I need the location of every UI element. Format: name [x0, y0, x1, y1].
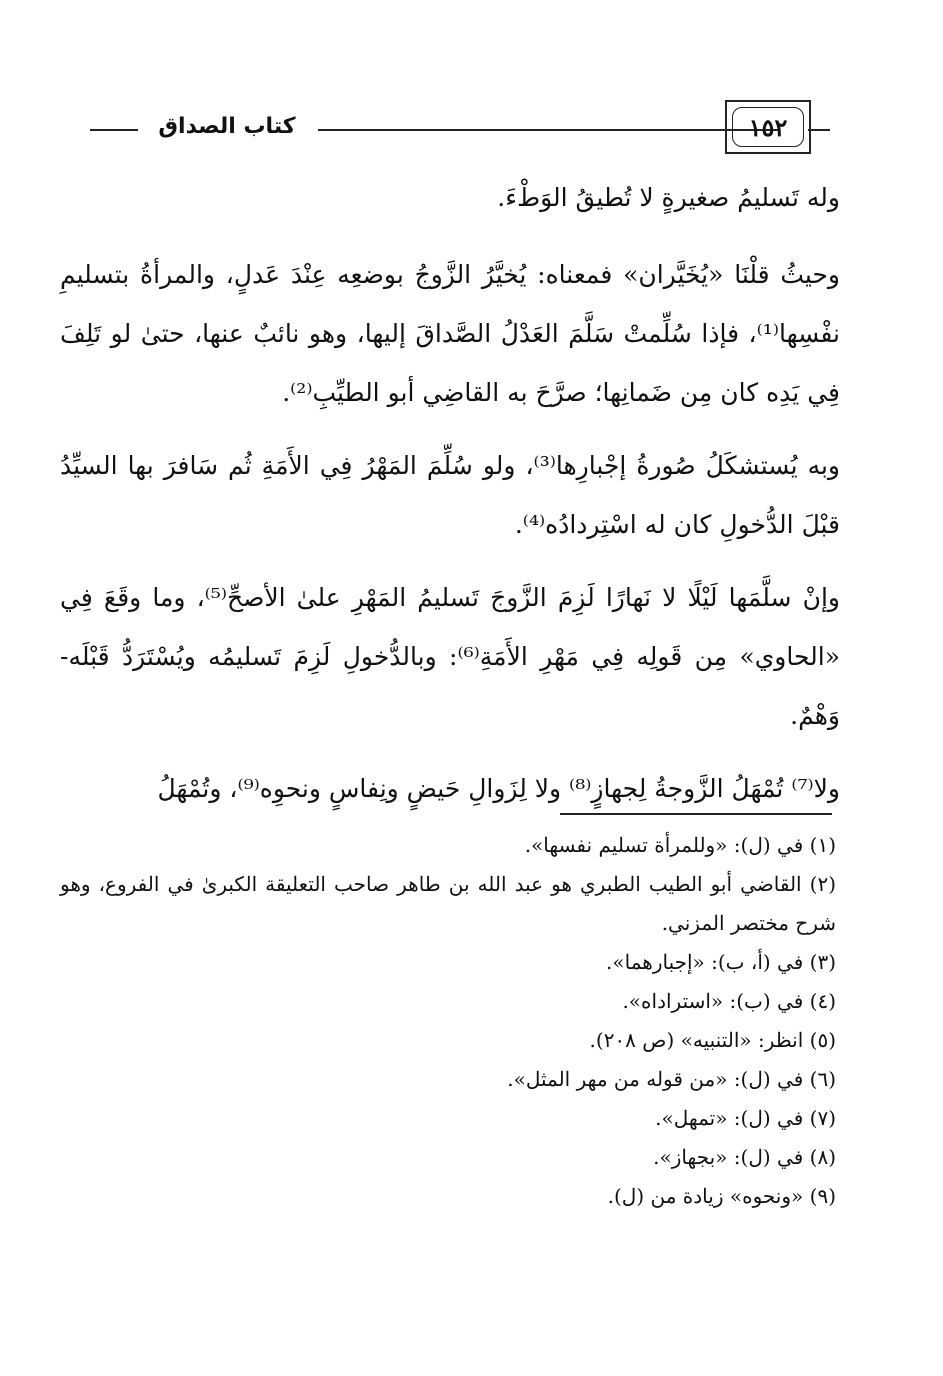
footnote-1: (١) في (ل): «وللمرأة تسليم نفسها».: [524, 833, 836, 857]
footnote-5: (٥) انظر: «التنبيه» (ص ٢٠٨).: [589, 1028, 836, 1052]
footnote-7: (٧) في (ل): «تمهل».: [655, 1106, 836, 1130]
footnote-separator: [560, 813, 832, 815]
paragraph-4: وإنْ سلَّمَها لَيْلًا لا نَهارًا لَزِمَ الزَّوجَ تَسليمُ المَهْرِ علىٰ الأصحِّ⁽⁵⁾، وما وقَعَ فِي «الحاوي» مِن قَولِه فِي مَهْرِ الأَمَةِ⁽⁶⁾: وبالدُّخولِ لَزِمَ تَسليمُه ويُسْتَرَدُّ قَبْلَه- وَهْمٌ.: [60, 583, 840, 730]
footnote-8: (٨) في (ل): «بجهاز».: [653, 1145, 836, 1169]
footnote-6: (٦) في (ل): «من قوله من مهر المثل».: [507, 1067, 836, 1091]
paragraph-1: وله تَسليمُ صغيرةٍ لا تُطيقُ الوَطْءَ.: [497, 183, 840, 212]
running-title: كتاب الصداق: [158, 114, 296, 139]
page-number-frame: [725, 100, 811, 154]
footnote-9: (٩) «ونحوه» زيادة من (ل).: [607, 1184, 836, 1208]
page-number: ١٥٢: [732, 107, 804, 147]
footnote-2: (٢) القاضي أبو الطيب الطبري هو عبد الله بن طاهر صاحب التعليقة الكبرىٰ في الفروع، وهو شرح مختصر المزني.: [60, 872, 836, 935]
paragraph-5: ولا⁽⁷⁾ تُمْهَلُ الزَّوجةُ لِجهازٍ⁽⁸⁾ ولا لِزَوالِ حَيضٍ ونِفاسٍ ونحوِه⁽⁹⁾، وتُمْهَلُ: [157, 774, 840, 803]
paragraph-2: وحيثُ قلْنَا «يُخَيَّران» فمعناه: يُخيَّرُ الزَّوجُ بوضعِه عِنْدَ عَدلٍ، والمرأةُ بتسليمِ نفْسِها⁽¹⁾، فإذا سُلِّمتْ سَلَّمَ العَدْلُ الصَّداقَ إليها، وهو نائبٌ عنها، حتىٰ لو تَلِفَ فِي يَدِه كان مِن ضَمانِها؛ صرَّحَ به القاضِي أبو الطيِّبِ⁽²⁾.: [60, 260, 840, 407]
footnotes: [60, 826, 836, 1216]
header-rule-left: [90, 129, 138, 131]
paragraph-3: وبه يُستشكَلُ صُورةُ إجْبارِها⁽³⁾، ولو سُلِّمَ المَهْرُ فِي الأَمَةِ ثُم سَافرَ بها السيِّدُ قبْلَ الدُّخولِ كان له اسْتِردادُه⁽⁴⁾.: [60, 451, 841, 539]
page-header: [60, 100, 840, 160]
header-rule-right: [808, 129, 830, 131]
footnote-4: (٤) في (ب): «استراداه».: [622, 989, 836, 1013]
header-rule-center: [318, 129, 780, 131]
main-text: [60, 168, 840, 832]
footnote-3: (٣) في (أ، ب): «إجبارهما».: [606, 950, 836, 974]
